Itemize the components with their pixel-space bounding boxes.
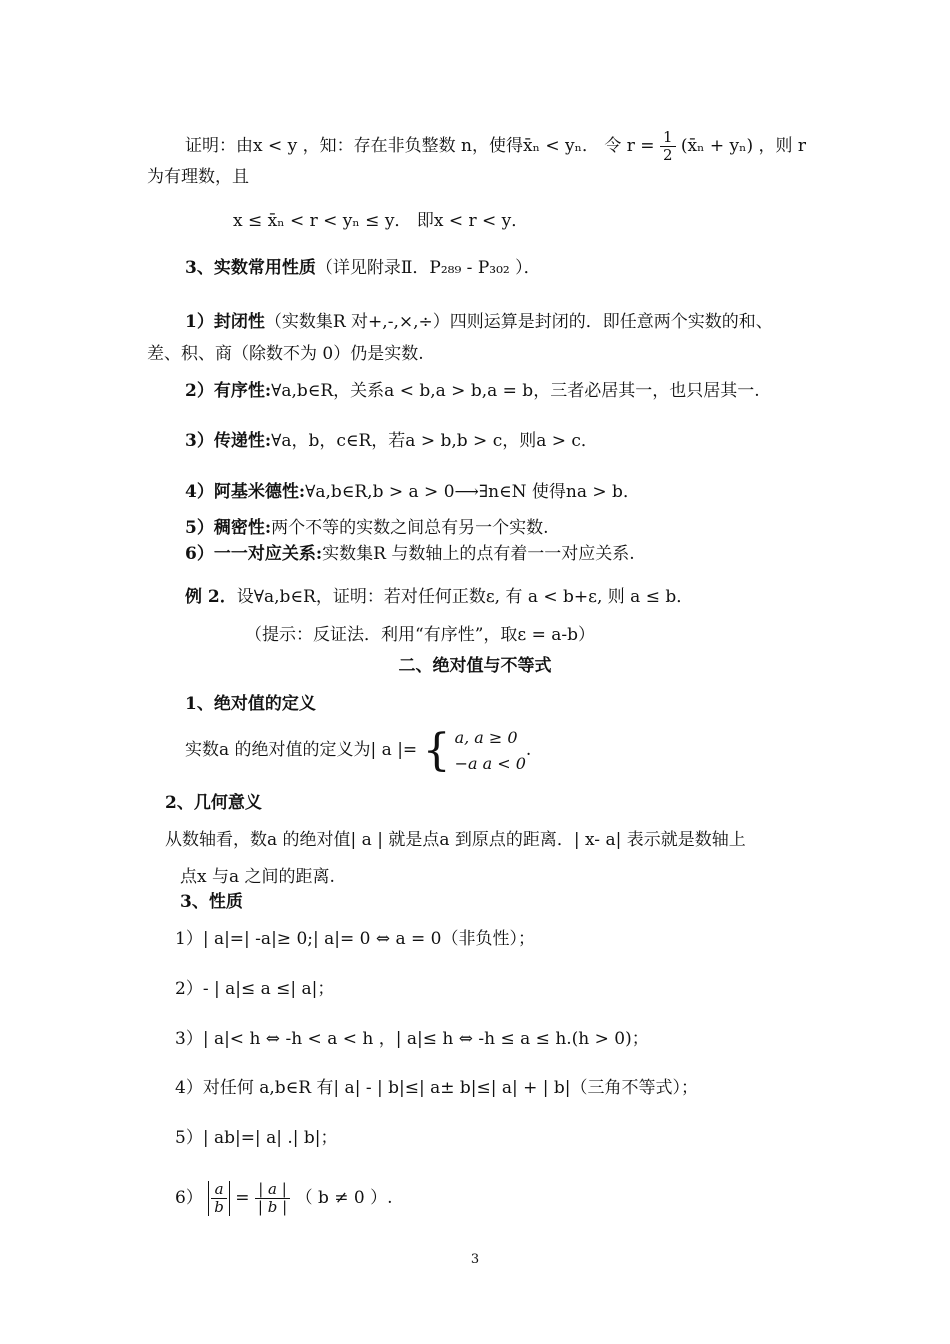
geometric-heading: 2、几何意义 (165, 793, 262, 813)
section-note: （详见附录Ⅱ．P₂₈₉ - P₃₀₂ ）． (315, 258, 541, 278)
property-6-condition: （ b ≠ 0 ）. (295, 1188, 393, 1208)
definition-end: . (525, 740, 532, 760)
property-6 (185, 543, 635, 565)
property-1 (185, 311, 773, 333)
property-text: ∀a,b∈R,b > a > 0⟶∃n∈N 使得na > b． (305, 482, 640, 502)
abs-property-4: 4）对任何 a,b∈R 有| a| - | b|≤| a± b|≤| a| + | b|（三角不等式）； (175, 1078, 699, 1098)
fraction-abs-a-over-abs-b: $\frac{| a |}{| b |}$ (255, 1181, 290, 1216)
abs-property-6: 6） $\frac{a}{b}$ = $\frac{| a |}{| b |}$ （ b ≠ 0 ）. (175, 1180, 393, 1216)
chapter-title: 二、绝对值与不等式 (398, 656, 552, 676)
example-2-hint: （提示：反证法．利用“有序性”，取ε = a-b） (245, 625, 596, 645)
property-1-continued: 差、积、商（除数不为 0）仍是实数. (147, 344, 424, 364)
page-number: 3 (470, 1252, 480, 1267)
property-text: ∀a，b，c∈R，若a > b,b > c，则a > c． (271, 431, 598, 451)
property-4 (185, 481, 640, 503)
property-label: 2）有序性: (185, 381, 272, 401)
proof-line-3: x ≤ x̄ₙ < r < yₙ ≤ y． 即x < r < y． (233, 211, 529, 231)
case-negative: −a a < 0 (454, 753, 526, 773)
geometric-line-2: 点x 与a 之间的距离. (180, 867, 335, 887)
property-label: 5）稠密性: (185, 518, 272, 538)
fraction-numerator: 1 (660, 129, 676, 147)
proof-text-tail: (x̄ₙ + yₙ) ，则 r (680, 136, 807, 156)
section-3-heading (185, 257, 541, 279)
piecewise-cases (423, 724, 526, 777)
example-2 (185, 586, 693, 608)
case-nonnegative: a, a ≥ 0 (454, 727, 518, 747)
property-3 (185, 430, 598, 452)
abs-property-2: 2）- | a|≤ a ≤| a|； (175, 979, 335, 999)
example-label: 例 2． (185, 587, 237, 607)
example-text: 设∀a,b∈R，证明：若对任何正数ε, 有 a < b+ε, 则 a ≤ b． (236, 587, 694, 607)
half-fraction (660, 129, 676, 164)
definition-line (185, 724, 531, 776)
definition-text: 实数a 的绝对值的定义为| a |= (185, 740, 418, 760)
fraction-denominator: 2 (662, 146, 673, 164)
property-text: 实数集R 与数轴上的点有着一一对应关系. (322, 544, 635, 564)
fraction-a-over-b: $\frac{a}{b}$ (208, 1181, 230, 1216)
property-label: 1）封闭性 (185, 312, 265, 332)
proof-line-2: 为有理数，且 (147, 167, 249, 187)
proof-line-1 (185, 129, 806, 164)
property-label: 4）阿基米德性: (185, 482, 306, 502)
section-title: 3、实数常用性质 (185, 258, 316, 278)
property-5 (185, 517, 549, 539)
property-text: ∀a,b∈R，关系a < b,a > b,a = b，三者必居其一，也只居其一. (271, 381, 760, 401)
property-label: 3）传递性: (185, 431, 272, 451)
property-label: 6）一一对应关系: (185, 544, 323, 564)
property-text: 两个不等的实数之间总有另一个实数. (271, 518, 549, 538)
property-text: （实数集R 对+,-,×,÷）四则运算是封闭的．即任意两个实数的和、 (264, 312, 773, 332)
definition-heading: 1、绝对值的定义 (185, 694, 316, 714)
abs-property-5: 5）| ab|=| a| .| b|； (175, 1128, 338, 1148)
property-2 (185, 380, 760, 402)
abs-property-1: 1）| a|=| -a|≥ 0;| a|= 0 ⇔ a = 0（非负性）； (175, 929, 535, 949)
left-brace: { (422, 724, 451, 776)
property-label: 6） (175, 1188, 203, 1208)
proof-text: 证明：由x < y ，知：存在非负整数 n，使得x̄ₙ < yₙ． 令 r = (185, 136, 655, 156)
geometric-line-1: 从数轴看，数a 的绝对值| a | 就是点a 到原点的距离．| x- a| 表示就是数轴上 (165, 830, 746, 850)
properties-heading: 3、性质 (180, 892, 243, 912)
abs-property-3: 3）| a|< h ⇔ -h < a < h ，| a|≤ h ⇔ -h ≤ a ≤ h.(h > 0)； (175, 1029, 649, 1049)
